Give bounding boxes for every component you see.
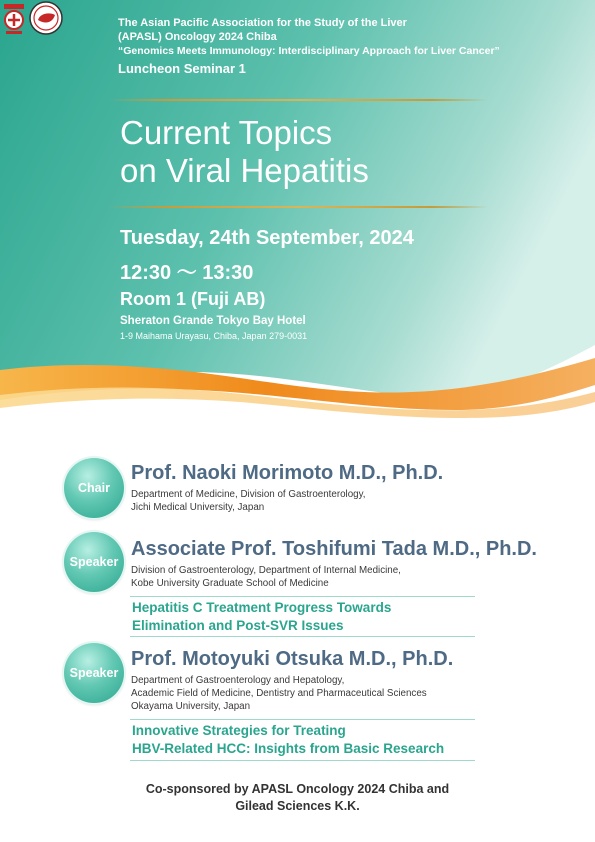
speaker1-talk-title xyxy=(132,599,391,635)
speaker1-rule-bottom xyxy=(130,636,475,637)
speaker2-talk-line-1: Innovative Strategies for Treating xyxy=(132,723,346,738)
chair-name: Prof. Naoki Morimoto M.D., Ph.D. xyxy=(131,462,444,484)
speaker2-affiliation-1: Department of Gastroenterology and Hepatology, xyxy=(131,675,345,686)
speaker1-badge: Speaker xyxy=(64,532,124,592)
event-room: Room 1 (Fuji AB) xyxy=(120,289,266,309)
title-line-1: Current Topics xyxy=(120,114,333,151)
chair-affiliation-1: Department of Medicine, Division of Gastroenterology, xyxy=(131,489,366,500)
gold-divider-top xyxy=(108,99,488,101)
event-date: Tuesday, 24th September, 2024 xyxy=(120,227,414,249)
speaker2-name: Prof. Motoyuki Otsuka M.D., Ph.D. xyxy=(131,648,454,670)
speaker2-affiliation-3: Okayama University, Japan xyxy=(131,701,251,712)
conference-theme: “Genomics Meets Immunology: Interdisciplinary Approach for Liver Cancer” xyxy=(118,45,500,57)
speaker1-rule-top xyxy=(130,596,475,597)
speaker1-talk-line-1: Hepatitis C Treatment Progress Towards xyxy=(132,600,392,615)
header-background xyxy=(0,0,595,420)
seminar-title xyxy=(120,114,369,190)
speaker2-talk-line-2: HBV-Related HCC: Insights from Basic Research xyxy=(132,741,445,756)
sponsor-logos xyxy=(0,0,70,40)
speaker2-talk-title xyxy=(132,722,444,758)
speaker1-affiliation-2: Kobe University Graduate School of Medicine xyxy=(131,578,329,589)
gold-divider-bottom xyxy=(108,206,488,208)
speaker2-badge: Speaker xyxy=(64,643,124,703)
speaker1-talk-line-2: Elimination and Post-SVR Issues xyxy=(132,618,344,633)
conference-name: (APASL) Oncology 2024 Chiba xyxy=(118,31,277,43)
event-venue: Sheraton Grande Tokyo Bay Hotel xyxy=(120,315,306,327)
seminar-label: Luncheon Seminar 1 xyxy=(118,61,246,76)
event-time: 12:30 〜 13:30 xyxy=(120,262,254,284)
sponsor-line-1: Co-sponsored by APASL Oncology 2024 Chiba and xyxy=(145,782,450,796)
header-band xyxy=(0,0,595,420)
title-line-2: on Viral Hepatitis xyxy=(120,152,369,189)
speaker2-rule-top xyxy=(130,719,475,720)
chair-affiliation-2: Jichi Medical University, Japan xyxy=(131,502,265,513)
venue-address: 1-9 Maihama Urayasu, Chiba, Japan 279-0031 xyxy=(120,331,308,341)
speaker2-affiliation-2: Academic Field of Medicine, Dentistry and Pharmaceutical Sciences xyxy=(131,688,427,699)
organization-name: The Asian Pacific Association for the Study of the Liver xyxy=(118,17,407,29)
apasl-logo-icon xyxy=(4,4,24,34)
speaker1-name: Associate Prof. Toshifumi Tada M.D., Ph.D. xyxy=(131,538,537,560)
speaker1-affiliation-1: Division of Gastroenterology, Department of Internal Medicine, xyxy=(131,565,401,576)
chair-badge: Chair xyxy=(64,458,124,518)
sponsor-line-2: Gilead Sciences K.K. xyxy=(235,799,360,813)
speaker2-rule-bottom xyxy=(130,760,475,761)
liver-logo-icon xyxy=(30,2,62,34)
